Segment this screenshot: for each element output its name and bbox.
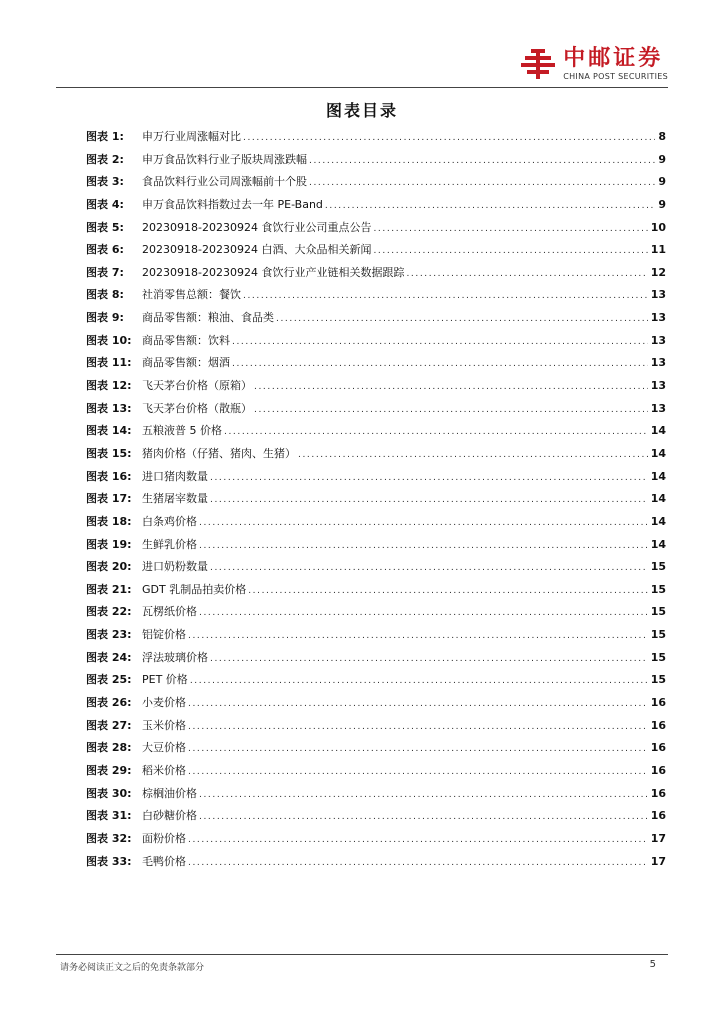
toc-dot-leader	[309, 178, 655, 188]
toc-entry-title: 飞天茅台价格（原箱）	[142, 379, 252, 393]
toc-entry-title: 申万行业周涨幅对比	[142, 130, 241, 143]
toc-entry-title: PET 价格	[142, 673, 188, 687]
toc-entry-label: 图表 11:	[86, 356, 132, 370]
toc-entry-label: 图表 14:	[86, 424, 132, 438]
toc-entry-label: 图表 24:	[86, 650, 132, 664]
toc-entry[interactable]	[86, 558, 666, 581]
toc-dot-leader	[188, 722, 648, 732]
toc-dot-leader	[232, 359, 648, 369]
toc-entry-page: 14	[650, 537, 666, 551]
toc-title: 图表目录	[325, 101, 398, 120]
toc-entry-label: 图表 30:	[86, 786, 132, 800]
toc-entry[interactable]	[86, 694, 666, 717]
toc-dot-leader	[188, 835, 648, 845]
toc-entry-label: 图表 26:	[86, 696, 132, 710]
toc-entry-title: 大豆价格	[142, 741, 186, 755]
toc-dot-leader	[254, 382, 648, 392]
toc-entry-page: 9	[658, 197, 666, 211]
toc-entry-label: 图表 13:	[86, 401, 132, 415]
toc-entry-page: 14	[650, 446, 666, 460]
toc-dot-leader	[188, 699, 648, 709]
toc-entry-page: 13	[650, 311, 666, 325]
toc-entry-page: 12	[650, 265, 666, 279]
toc-entry-label: 图表 22:	[86, 605, 132, 619]
toc-dot-leader	[188, 744, 648, 754]
toc-entry-page: 14	[650, 514, 666, 528]
toc-entry-label: 图表 21:	[86, 582, 132, 596]
toc-entry-page: 15	[650, 673, 666, 687]
toc-entry-page: 15	[650, 628, 666, 642]
footer-page-number: 5	[649, 959, 656, 970]
toc-entry-label: 图表 12:	[86, 379, 132, 393]
toc-entry[interactable]	[86, 264, 666, 287]
toc-entry-page: 16	[650, 718, 666, 732]
toc-entry[interactable]	[86, 468, 666, 491]
toc-entry-label: 图表 19:	[86, 537, 132, 551]
toc-entry-title: 20230918-20230924 白酒、大众品相关新闻	[142, 243, 372, 257]
toc-entry-page: 14	[650, 492, 666, 506]
toc-entry-page: 15	[650, 582, 666, 596]
toc-dot-leader	[254, 405, 648, 415]
toc-entry-title: 生鲜乳价格	[142, 537, 197, 551]
toc-entry-page: 15	[650, 650, 666, 664]
toc-entry[interactable]	[86, 128, 666, 151]
toc-entry-title: 商品零售额：烟酒	[142, 356, 230, 370]
toc-entry-page: 15	[650, 560, 666, 574]
toc-entry-label: 图表 9:	[86, 311, 124, 325]
toc-entry-page: 16	[650, 696, 666, 710]
toc-entry-label: 图表 31:	[86, 809, 132, 823]
toc-entry-title: 20230918-20230924 食饮行业产业链相关数据跟踪	[142, 265, 405, 279]
toc-entry-title: 20230918-20230924 食饮行业公司重点公告	[142, 220, 372, 234]
toc-entry[interactable]	[86, 717, 666, 740]
toc-entry-page: 13	[650, 356, 666, 370]
toc-dot-leader	[199, 608, 648, 618]
company-logo	[521, 44, 668, 84]
toc-entry[interactable]	[86, 445, 666, 468]
toc-dot-leader	[199, 518, 648, 528]
toc-dot-leader	[325, 201, 655, 211]
toc-entry-page: 14	[650, 469, 666, 483]
toc-entry-title: 稻米价格	[142, 763, 186, 777]
toc-entry-label: 图表 17:	[86, 492, 132, 506]
toc-dot-leader	[188, 767, 648, 777]
toc-dot-leader	[373, 224, 647, 234]
toc-entry-title: 面粉价格	[142, 831, 186, 845]
toc-entry[interactable]	[86, 219, 666, 242]
toc-dot-leader	[406, 269, 647, 279]
china-post-logo-icon	[521, 47, 555, 81]
toc-entry[interactable]	[86, 332, 666, 355]
toc-entry[interactable]	[86, 671, 666, 694]
toc-dot-leader	[199, 812, 648, 822]
toc-entry[interactable]	[86, 173, 666, 196]
toc-entry-page: 17	[650, 854, 666, 868]
toc-entry-page: 13	[650, 333, 666, 347]
toc-entry-title: 五粮液普 5 价格	[142, 424, 222, 438]
toc-entry[interactable]	[86, 513, 666, 536]
toc-entry-label: 图表 25:	[86, 673, 132, 687]
logo-english-name: CHINA POST SECURITIES	[563, 71, 668, 81]
toc-entry[interactable]	[86, 762, 666, 785]
toc-entry[interactable]	[86, 241, 666, 264]
logo-chinese-name: 中邮证券	[563, 45, 664, 71]
toc-dot-leader	[243, 133, 655, 143]
toc-entry-label: 图表 7:	[86, 265, 124, 279]
toc-entry-label: 图表 8:	[86, 288, 124, 302]
toc-entry-title: 玉米价格	[142, 718, 186, 732]
toc-entry[interactable]	[86, 853, 666, 876]
toc-entry-title: 小麦价格	[142, 696, 186, 710]
toc-entry[interactable]	[86, 490, 666, 513]
toc-entry-title: 申万食品饮料指数过去一年 PE-Band	[142, 197, 323, 211]
toc-dot-leader	[210, 654, 648, 664]
toc-entry[interactable]	[86, 807, 666, 830]
toc-entry[interactable]	[86, 151, 666, 174]
toc-entry-label: 图表 6:	[86, 243, 124, 257]
toc-entry-title: 飞天茅台价格（散瓶）	[142, 401, 252, 415]
toc-entry-title: GDT 乳制品拍卖价格	[142, 582, 247, 596]
toc-dot-leader	[188, 631, 648, 641]
toc-entry-page: 9	[658, 152, 666, 166]
toc-entry-title: 猪肉价格（仔猪、猪肉、生猪）	[142, 446, 296, 460]
toc-entry[interactable]	[86, 536, 666, 559]
toc-entry[interactable]	[86, 739, 666, 762]
toc-entry[interactable]	[86, 196, 666, 219]
toc-entry-label: 图表 23:	[86, 628, 132, 642]
toc-entry-label: 图表 28:	[86, 741, 132, 755]
toc-entry-title: 毛鸭价格	[142, 854, 186, 868]
toc-entry-page: 13	[650, 401, 666, 415]
toc-entry-title: 瓦楞纸价格	[142, 605, 197, 619]
toc-entry-page: 15	[650, 605, 666, 619]
toc-entry-title: 生猪屠宰数量	[142, 492, 208, 506]
toc-entry-label: 图表 16:	[86, 469, 132, 483]
toc-entry[interactable]	[86, 422, 666, 445]
toc-dot-leader	[199, 541, 648, 551]
toc-entry-page: 13	[650, 379, 666, 393]
toc-dot-leader	[190, 676, 648, 686]
footer-disclaimer: 请务必阅读正文之后的免责条款部分	[60, 963, 205, 973]
toc-entry-title: 进口猪肉数量	[142, 469, 208, 483]
toc-entry-label: 图表 29:	[86, 763, 132, 777]
toc-entry-title: 浮法玻璃价格	[142, 650, 208, 664]
toc-entry-label: 图表 4:	[86, 197, 124, 211]
toc-entry-page: 16	[650, 763, 666, 777]
toc-dot-leader	[373, 246, 647, 256]
toc-entry[interactable]	[86, 649, 666, 672]
page-header	[56, 38, 668, 88]
toc-entry[interactable]	[86, 309, 666, 332]
toc-entry-page: 17	[650, 831, 666, 845]
toc-entry-page: 13	[650, 288, 666, 302]
toc-entry-page: 11	[650, 243, 666, 257]
toc-entry-label: 图表 1:	[86, 130, 124, 143]
toc-dot-leader	[248, 586, 647, 596]
toc-entry-label: 图表 32:	[86, 831, 132, 845]
toc-entry[interactable]	[86, 286, 666, 309]
toc-dot-leader	[210, 495, 648, 505]
toc-dot-leader	[276, 314, 648, 324]
toc-entry-title: 棕榈油价格	[142, 786, 197, 800]
toc-entry-title: 商品零售额：饮料	[142, 333, 230, 347]
toc-entry-page: 14	[650, 424, 666, 438]
toc-entry-page: 10	[650, 220, 666, 234]
toc-dot-leader	[199, 790, 648, 800]
toc-entry-label: 图表 15:	[86, 446, 132, 460]
toc-entry[interactable]	[86, 785, 666, 808]
toc-dot-leader	[210, 473, 648, 483]
toc-entry-page: 9	[658, 175, 666, 189]
toc-entry-label: 图表 10:	[86, 333, 132, 347]
toc-dot-leader	[232, 337, 648, 347]
toc-entry-title: 商品零售额：粮油、食品类	[142, 311, 274, 325]
toc-entry-label: 图表 20:	[86, 560, 132, 574]
table-of-figures	[86, 128, 666, 875]
toc-entry-label: 图表 27:	[86, 718, 132, 732]
toc-entry-label: 图表 5:	[86, 220, 124, 234]
toc-entry-page: 8	[658, 130, 666, 143]
toc-dot-leader	[298, 450, 648, 460]
toc-entry[interactable]	[86, 400, 666, 423]
toc-entry-page: 16	[650, 786, 666, 800]
toc-dot-leader	[210, 563, 648, 573]
toc-entry[interactable]	[86, 581, 666, 604]
toc-entry-title: 铝锭价格	[142, 628, 186, 642]
toc-entry-title: 进口奶粉数量	[142, 560, 208, 574]
toc-dot-leader	[243, 291, 648, 301]
toc-entry-label: 图表 33:	[86, 854, 132, 868]
toc-entry-page: 16	[650, 809, 666, 823]
toc-entry-title: 食品饮料行业公司周涨幅前十个股	[142, 175, 307, 189]
toc-entry-title: 社消零售总额：餐饮	[142, 288, 241, 302]
toc-entry[interactable]	[86, 830, 666, 853]
toc-entry-title: 申万食品饮料行业子版块周涨跌幅	[142, 152, 307, 166]
toc-dot-leader	[309, 156, 655, 166]
toc-entry-title: 白砂糖价格	[142, 809, 197, 823]
toc-entry[interactable]	[86, 377, 666, 400]
toc-entry-page: 16	[650, 741, 666, 755]
toc-dot-leader	[224, 427, 648, 437]
toc-dot-leader	[188, 858, 648, 868]
footer-divider	[56, 954, 668, 955]
toc-entry-label: 图表 3:	[86, 175, 124, 189]
toc-entry-title: 白条鸡价格	[142, 514, 197, 528]
toc-entry-label: 图表 18:	[86, 514, 132, 528]
toc-entry[interactable]	[86, 354, 666, 377]
toc-entry[interactable]	[86, 626, 666, 649]
toc-entry[interactable]	[86, 603, 666, 626]
toc-entry-label: 图表 2:	[86, 152, 124, 166]
header-divider	[56, 87, 668, 88]
